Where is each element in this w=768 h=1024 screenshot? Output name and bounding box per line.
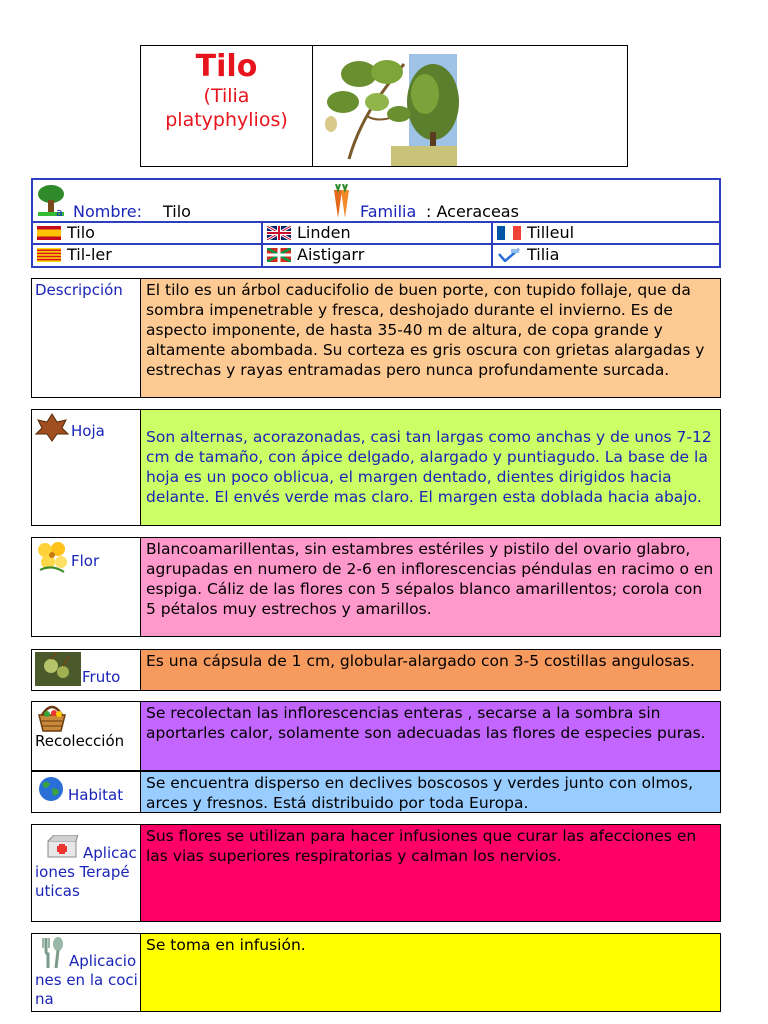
- section-text-terapeuticas: Sus flores se utilizan para hacer infusiones que curar las afecciones en las vias superiores respiratorias y calman los nervios.: [140, 824, 721, 922]
- label-recoleccion: Recolección: [35, 732, 125, 750]
- section-label-cocina: [31, 933, 141, 1012]
- title-box: [140, 45, 628, 167]
- names-header-row: [33, 180, 719, 222]
- familia-label: Familia: [360, 202, 417, 221]
- name-la: Tilia: [527, 245, 560, 264]
- france-flag-icon: [497, 226, 521, 240]
- section-text-fruto: Es una cápsula de 1 cm, globular-alargado con 3-5 costillas angulosas.: [140, 649, 721, 691]
- catalonia-flag-icon: [37, 248, 61, 262]
- nombre-value: Tilo: [163, 202, 191, 221]
- latin-icon: [497, 248, 521, 262]
- section-label-hoja: [31, 409, 141, 526]
- scientific-name: [141, 84, 312, 132]
- uk-flag-icon: [267, 226, 291, 240]
- name-cell-eu: [263, 245, 493, 268]
- tree-label-icon: [36, 184, 66, 218]
- section-text-descripcion: El tilo es un árbol caducifolio de buen porte, con tupido follaje, que da sombra impenetrable y fresca, deshojado durante el invierno. Es de aspecto imponente, de hasta 35-40 m de altura, de copa grande y altamente abombada. Su corteza es gris oscura con grietas alargadas y estrechas y rayas entramadas pero nunca profundamente surcada.: [140, 278, 721, 398]
- scientific-name-text: Tilia platyphylios: [165, 85, 281, 131]
- label-fruto: Fruto: [82, 668, 121, 686]
- name-es: Tilo: [67, 223, 95, 242]
- spain-flag-icon: [37, 226, 61, 240]
- nombre-label: Nombre:: [73, 202, 142, 221]
- paren-close: ): [280, 109, 288, 131]
- section-label-recoleccion: [31, 701, 141, 771]
- label-hoja: Hoja: [71, 422, 105, 440]
- name-cell-la: [493, 245, 719, 268]
- basque-flag-icon: [267, 248, 291, 262]
- name-cell-ca: [33, 245, 263, 268]
- globe-icon: [37, 775, 65, 803]
- label-flor: Flor: [71, 552, 100, 570]
- section-text-hoja: Son alternas, acorazonadas, casi tan largas como anchas y de unos 7-12 cm de tamaño, con ápice delgado, alargado y puntiagudo. La base de la hoja es un poco oblicua, el margen dentado, dientes dirigidos hacia delante. El envés verde mas claro. El margen esta doblada hacia abajo.: [140, 409, 721, 526]
- name-en: Linden: [297, 223, 351, 242]
- section-label-descripcion: [31, 278, 141, 398]
- section-label-fruto: [31, 649, 141, 691]
- fruit-icon: [35, 652, 81, 686]
- section-label-terapeuticas: [31, 824, 141, 922]
- tree-illustration: [319, 54, 459, 166]
- section-label-habitat: [31, 771, 141, 813]
- name-fr: Tilleul: [527, 223, 575, 242]
- basket-icon: [36, 703, 68, 733]
- section-label-flor: [31, 537, 141, 637]
- section-text-habitat: Se encuentra disperso en declives boscosos y verdes junto con olmos, arces y fresnos. Está distribuido por toda Europa.: [140, 771, 721, 813]
- name-cell-fr: [493, 223, 719, 245]
- title-cell: [141, 46, 313, 166]
- names-row-2: [33, 243, 719, 268]
- svg-text:a: a: [56, 206, 63, 218]
- name-cell-es: [33, 223, 263, 245]
- section-text-flor: Blancoamarillentas, sin estambres estériles y pistilo del ovario glabro, agrupadas en numero de 2-6 en inflorescencias péndulas en racimo o en espiga. Cáliz de las flores con 5 sépalos blanco amarillentos; corola con 5 pétalos muy estrechos y amarillos.: [140, 537, 721, 637]
- flower-icon: [34, 540, 70, 574]
- familia-value: : Aceraceas: [426, 202, 519, 221]
- section-text-cocina: Se toma en infusión.: [140, 933, 721, 1012]
- label-habitat: Habitat: [68, 786, 124, 804]
- label-cocina: Aplicaciones en la cocina: [35, 952, 138, 1008]
- name-ca: Til-ler: [67, 245, 112, 264]
- section-text-recoleccion: Se recolectan las inflorescencias enteras , secarse a la sombra sin aportarles calor, solamente son adecuadas las flores de especies puras.: [140, 701, 721, 771]
- leaf-icon: [35, 412, 69, 442]
- name-eu: Aistigarr: [297, 245, 365, 264]
- label-terapeuticas: Aplicaciones Terapéuticas: [35, 844, 137, 900]
- name-cell-en: [263, 223, 493, 245]
- names-table: [31, 178, 721, 268]
- page-title: Tilo: [195, 49, 258, 84]
- label-descripcion: Descripción: [35, 281, 123, 299]
- paren-open: (: [203, 85, 211, 107]
- names-row-1: [33, 221, 719, 245]
- carrots-icon: [328, 184, 354, 218]
